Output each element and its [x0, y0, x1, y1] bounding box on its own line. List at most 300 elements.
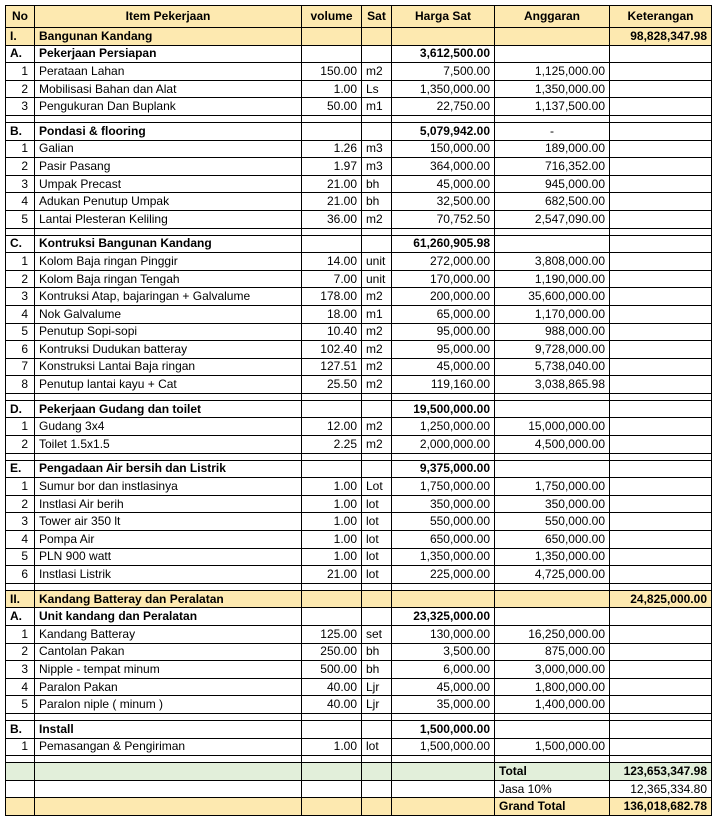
empty-cell: [392, 115, 495, 122]
item-row: [6, 418, 712, 436]
item-price: 1,350,000.00: [392, 80, 495, 98]
item-unit: Ljr: [362, 696, 392, 714]
item-price: 119,160.00: [392, 376, 495, 394]
item-name: Kandang Batteray: [35, 626, 302, 644]
item-unit: m1: [362, 305, 392, 323]
item-budget: 3,808,000.00: [495, 253, 610, 271]
item-row: [6, 323, 712, 341]
item-name: Kontruksi Atap, bajaringan + Galvalume: [35, 288, 302, 306]
group-anggaran: [495, 460, 610, 478]
item-price: 45,000.00: [392, 175, 495, 193]
item-name: Umpak Precast: [35, 175, 302, 193]
item-price: 1,250,000.00: [392, 418, 495, 436]
empty-cell: [302, 235, 362, 253]
empty-cell: [392, 590, 495, 608]
item-volume: 127.51: [302, 358, 362, 376]
item-volume: 1.00: [302, 80, 362, 98]
item-name: Pengukuran Dan Buplank: [35, 98, 302, 116]
empty-cell: [495, 713, 610, 720]
group-subtotal: 23,325,000.00: [392, 608, 495, 626]
item-no: 4: [6, 193, 35, 211]
item-no: 3: [6, 661, 35, 679]
item-budget: 16,250,000.00: [495, 626, 610, 644]
item-volume: 250.00: [302, 643, 362, 661]
item-price: 95,000.00: [392, 323, 495, 341]
item-budget: 1,190,000.00: [495, 270, 610, 288]
group-row: [6, 720, 712, 738]
empty-cell: [610, 460, 712, 478]
empty-cell: [302, 45, 362, 63]
empty-cell: [392, 763, 495, 781]
item-no: 2: [6, 270, 35, 288]
empty-cell: [6, 453, 35, 460]
item-volume: 1.00: [302, 531, 362, 549]
empty-cell: [610, 323, 712, 341]
item-volume: 7.00: [302, 270, 362, 288]
group-subtotal: 1,500,000.00: [392, 720, 495, 738]
item-price: 170,000.00: [392, 270, 495, 288]
empty-cell: [610, 393, 712, 400]
empty-cell: [362, 763, 392, 781]
empty-cell: [392, 798, 495, 816]
item-budget: 3,000,000.00: [495, 661, 610, 679]
item-name: Sumur bor dan instlasinya: [35, 478, 302, 496]
group-title: Pekerjaan Gudang dan toilet: [35, 400, 302, 418]
empty-cell: [35, 453, 302, 460]
item-no: 5: [6, 548, 35, 566]
item-no: 7: [6, 358, 35, 376]
empty-cell: [35, 756, 302, 763]
empty-cell: [610, 235, 712, 253]
item-budget: 3,038,865.98: [495, 376, 610, 394]
spacer-row: [6, 115, 712, 122]
item-unit: bh: [362, 175, 392, 193]
empty-cell: [610, 270, 712, 288]
item-budget: 550,000.00: [495, 513, 610, 531]
item-no: 1: [6, 418, 35, 436]
empty-cell: [6, 583, 35, 590]
item-price: 7,500.00: [392, 63, 495, 81]
jasa-label: Jasa 10%: [495, 780, 610, 798]
item-no: 1: [6, 140, 35, 158]
item-volume: 40.00: [302, 678, 362, 696]
empty-cell: [302, 453, 362, 460]
empty-cell: [610, 495, 712, 513]
empty-cell: [392, 393, 495, 400]
item-row: [6, 678, 712, 696]
group-no: A.: [6, 45, 35, 63]
empty-cell: [362, 720, 392, 738]
group-subtotal: 5,079,942.00: [392, 122, 495, 140]
item-price: 2,000,000.00: [392, 436, 495, 454]
item-no: 1: [6, 478, 35, 496]
item-row: [6, 478, 712, 496]
item-volume: 21.00: [302, 193, 362, 211]
item-unit: lot: [362, 513, 392, 531]
item-name: Tower air 350 lt: [35, 513, 302, 531]
item-no: 3: [6, 175, 35, 193]
empty-cell: [610, 80, 712, 98]
item-unit: Ls: [362, 80, 392, 98]
empty-cell: [35, 115, 302, 122]
empty-cell: [6, 713, 35, 720]
item-budget: 35,600,000.00: [495, 288, 610, 306]
empty-cell: [362, 460, 392, 478]
item-budget: 988,000.00: [495, 323, 610, 341]
empty-cell: [302, 583, 362, 590]
group-row: [6, 400, 712, 418]
empty-cell: [610, 608, 712, 626]
group-subtotal: 9,375,000.00: [392, 460, 495, 478]
empty-cell: [302, 763, 362, 781]
empty-cell: [362, 583, 392, 590]
empty-cell: [610, 45, 712, 63]
group-subtotal: 19,500,000.00: [392, 400, 495, 418]
empty-cell: [392, 780, 495, 798]
header-no: No: [6, 6, 35, 28]
empty-cell: [495, 453, 610, 460]
item-row: [6, 376, 712, 394]
item-unit: m3: [362, 140, 392, 158]
item-volume: 1.00: [302, 738, 362, 756]
item-volume: 500.00: [302, 661, 362, 679]
item-name: Nipple - tempat minum: [35, 661, 302, 679]
item-row: [6, 643, 712, 661]
empty-cell: [302, 798, 362, 816]
item-row: [6, 341, 712, 359]
item-price: 272,000.00: [392, 253, 495, 271]
item-unit: lot: [362, 495, 392, 513]
item-volume: 12.00: [302, 418, 362, 436]
item-budget: 682,500.00: [495, 193, 610, 211]
empty-cell: [610, 626, 712, 644]
jasa-row: [6, 780, 712, 798]
empty-cell: [302, 608, 362, 626]
empty-cell: [610, 418, 712, 436]
group-no: D.: [6, 400, 35, 418]
item-budget: 1,400,000.00: [495, 696, 610, 714]
item-no: 5: [6, 696, 35, 714]
item-unit: m2: [362, 323, 392, 341]
grand-total-row: [6, 798, 712, 816]
item-unit: bh: [362, 643, 392, 661]
item-name: Gudang 3x4: [35, 418, 302, 436]
item-budget: 15,000,000.00: [495, 418, 610, 436]
item-unit: m2: [362, 63, 392, 81]
item-budget: 1,800,000.00: [495, 678, 610, 696]
empty-cell: [610, 678, 712, 696]
item-budget: 650,000.00: [495, 531, 610, 549]
item-no: 4: [6, 678, 35, 696]
item-row: [6, 531, 712, 549]
group-anggaran: [495, 608, 610, 626]
empty-cell: [302, 122, 362, 140]
empty-cell: [610, 358, 712, 376]
item-unit: set: [362, 626, 392, 644]
item-unit: m2: [362, 288, 392, 306]
item-no: 5: [6, 210, 35, 228]
item-unit: m2: [362, 210, 392, 228]
empty-cell: [392, 713, 495, 720]
empty-cell: [610, 376, 712, 394]
grand-total-value: 136,018,682.78: [610, 798, 712, 816]
item-unit: m2: [362, 376, 392, 394]
empty-cell: [302, 115, 362, 122]
total-label: Total: [495, 763, 610, 781]
empty-cell: [362, 798, 392, 816]
item-name: Paralon niple ( minum ): [35, 696, 302, 714]
empty-cell: [610, 756, 712, 763]
spacer-row: [6, 228, 712, 235]
item-row: [6, 175, 712, 193]
item-unit: Ljr: [362, 678, 392, 696]
item-row: [6, 566, 712, 584]
group-anggaran: [495, 235, 610, 253]
item-volume: 102.40: [302, 341, 362, 359]
section-no: II.: [6, 590, 35, 608]
item-unit: m3: [362, 158, 392, 176]
item-budget: 1,350,000.00: [495, 548, 610, 566]
item-name: Instlasi Air berih: [35, 495, 302, 513]
item-volume: 1.00: [302, 513, 362, 531]
item-price: 70,752.50: [392, 210, 495, 228]
item-row: [6, 288, 712, 306]
empty-cell: [610, 531, 712, 549]
empty-cell: [610, 140, 712, 158]
empty-cell: [495, 590, 610, 608]
empty-cell: [495, 393, 610, 400]
item-budget: 1,125,000.00: [495, 63, 610, 81]
item-no: 3: [6, 288, 35, 306]
item-volume: 1.97: [302, 158, 362, 176]
item-volume: 2.25: [302, 436, 362, 454]
item-row: [6, 210, 712, 228]
item-price: 6,000.00: [392, 661, 495, 679]
empty-cell: [362, 45, 392, 63]
empty-cell: [392, 756, 495, 763]
item-budget: 189,000.00: [495, 140, 610, 158]
item-row: [6, 738, 712, 756]
item-no: 3: [6, 98, 35, 116]
item-no: 1: [6, 738, 35, 756]
empty-cell: [392, 228, 495, 235]
item-unit: m2: [362, 436, 392, 454]
empty-cell: [610, 661, 712, 679]
empty-cell: [362, 756, 392, 763]
empty-cell: [495, 583, 610, 590]
item-price: 350,000.00: [392, 495, 495, 513]
item-row: [6, 513, 712, 531]
empty-cell: [610, 228, 712, 235]
item-name: Mobilisasi Bahan dan Alat: [35, 80, 302, 98]
section-title: Bangunan Kandang: [35, 28, 302, 46]
item-name: Kolom Baja ringan Pinggir: [35, 253, 302, 271]
item-price: 1,350,000.00: [392, 548, 495, 566]
empty-cell: [302, 393, 362, 400]
header-sat: Sat: [362, 6, 392, 28]
item-budget: 2,547,090.00: [495, 210, 610, 228]
empty-cell: [610, 566, 712, 584]
item-volume: 25.50: [302, 376, 362, 394]
empty-cell: [610, 115, 712, 122]
item-row: [6, 63, 712, 81]
item-row: [6, 80, 712, 98]
empty-cell: [302, 756, 362, 763]
item-no: 6: [6, 566, 35, 584]
empty-cell: [302, 720, 362, 738]
header-harga: Harga Sat: [392, 6, 495, 28]
empty-cell: [610, 478, 712, 496]
empty-cell: [495, 756, 610, 763]
item-name: Kolom Baja ringan Tengah: [35, 270, 302, 288]
item-unit: m1: [362, 98, 392, 116]
item-price: 22,750.00: [392, 98, 495, 116]
empty-cell: [6, 780, 35, 798]
empty-cell: [610, 341, 712, 359]
item-unit: bh: [362, 661, 392, 679]
empty-cell: [6, 228, 35, 235]
header-keterangan: Keterangan: [610, 6, 712, 28]
empty-cell: [610, 738, 712, 756]
group-row: [6, 460, 712, 478]
item-price: 130,000.00: [392, 626, 495, 644]
item-no: 4: [6, 305, 35, 323]
empty-cell: [6, 756, 35, 763]
empty-cell: [362, 780, 392, 798]
item-unit: bh: [362, 193, 392, 211]
empty-cell: [495, 228, 610, 235]
item-no: 2: [6, 495, 35, 513]
group-anggaran: [495, 400, 610, 418]
empty-cell: [35, 713, 302, 720]
item-no: 2: [6, 158, 35, 176]
empty-cell: [362, 235, 392, 253]
group-row: [6, 235, 712, 253]
spacer-row: [6, 453, 712, 460]
rab-table: [5, 5, 712, 816]
item-name: Pompa Air: [35, 531, 302, 549]
group-title: Unit kandang dan Peralatan: [35, 608, 302, 626]
item-unit: lot: [362, 548, 392, 566]
item-row: [6, 696, 712, 714]
item-no: 1: [6, 626, 35, 644]
item-volume: 21.00: [302, 175, 362, 193]
item-volume: 178.00: [302, 288, 362, 306]
item-name: Pasir Pasang: [35, 158, 302, 176]
empty-cell: [610, 63, 712, 81]
empty-cell: [610, 98, 712, 116]
empty-cell: [362, 28, 392, 46]
item-budget: 1,350,000.00: [495, 80, 610, 98]
empty-cell: [362, 713, 392, 720]
item-price: 35,000.00: [392, 696, 495, 714]
item-volume: 10.40: [302, 323, 362, 341]
header-anggaran: Anggaran: [495, 6, 610, 28]
item-budget: 4,725,000.00: [495, 566, 610, 584]
grand-total-label: Grand Total: [495, 798, 610, 816]
item-row: [6, 358, 712, 376]
empty-cell: [302, 590, 362, 608]
empty-cell: [495, 28, 610, 46]
empty-cell: [610, 305, 712, 323]
item-name: Galian: [35, 140, 302, 158]
group-no: C.: [6, 235, 35, 253]
item-unit: m2: [362, 418, 392, 436]
jasa-value: 12,365,334.80: [610, 780, 712, 798]
empty-cell: [302, 228, 362, 235]
empty-cell: [6, 115, 35, 122]
empty-cell: [362, 608, 392, 626]
item-price: 65,000.00: [392, 305, 495, 323]
empty-cell: [35, 763, 302, 781]
group-title: Pekerjaan Persiapan: [35, 45, 302, 63]
group-anggaran: [495, 45, 610, 63]
item-row: [6, 158, 712, 176]
item-unit: lot: [362, 566, 392, 584]
group-row: [6, 45, 712, 63]
empty-cell: [362, 393, 392, 400]
empty-cell: [302, 780, 362, 798]
group-no: B.: [6, 720, 35, 738]
empty-cell: [362, 228, 392, 235]
item-budget: 945,000.00: [495, 175, 610, 193]
item-price: 650,000.00: [392, 531, 495, 549]
empty-cell: [6, 393, 35, 400]
item-price: 150,000.00: [392, 140, 495, 158]
item-row: [6, 193, 712, 211]
empty-cell: [362, 400, 392, 418]
empty-cell: [610, 696, 712, 714]
empty-cell: [6, 763, 35, 781]
item-price: 45,000.00: [392, 678, 495, 696]
empty-cell: [302, 713, 362, 720]
empty-cell: [35, 798, 302, 816]
total-row: [6, 763, 712, 781]
item-price: 364,000.00: [392, 158, 495, 176]
item-name: Penutup lantai kayu + Cat: [35, 376, 302, 394]
item-budget: 1,500,000.00: [495, 738, 610, 756]
item-name: Lantai Plesteran Keliling: [35, 210, 302, 228]
empty-cell: [610, 288, 712, 306]
empty-cell: [362, 590, 392, 608]
item-no: 1: [6, 63, 35, 81]
empty-cell: [302, 460, 362, 478]
item-row: [6, 436, 712, 454]
item-price: 550,000.00: [392, 513, 495, 531]
empty-cell: [610, 175, 712, 193]
item-volume: 40.00: [302, 696, 362, 714]
item-row: [6, 98, 712, 116]
section-row: [6, 28, 712, 46]
item-budget: 9,728,000.00: [495, 341, 610, 359]
item-volume: 1.26: [302, 140, 362, 158]
empty-cell: [362, 122, 392, 140]
item-no: 3: [6, 513, 35, 531]
item-row: [6, 253, 712, 271]
item-price: 200,000.00: [392, 288, 495, 306]
item-volume: 1.00: [302, 478, 362, 496]
empty-cell: [302, 400, 362, 418]
empty-cell: [362, 115, 392, 122]
empty-cell: [610, 643, 712, 661]
empty-cell: [392, 453, 495, 460]
item-price: 1,750,000.00: [392, 478, 495, 496]
total-value: 123,653,347.98: [610, 763, 712, 781]
item-row: [6, 548, 712, 566]
group-no: A.: [6, 608, 35, 626]
empty-cell: [302, 28, 362, 46]
item-name: Pemasangan & Pengiriman: [35, 738, 302, 756]
